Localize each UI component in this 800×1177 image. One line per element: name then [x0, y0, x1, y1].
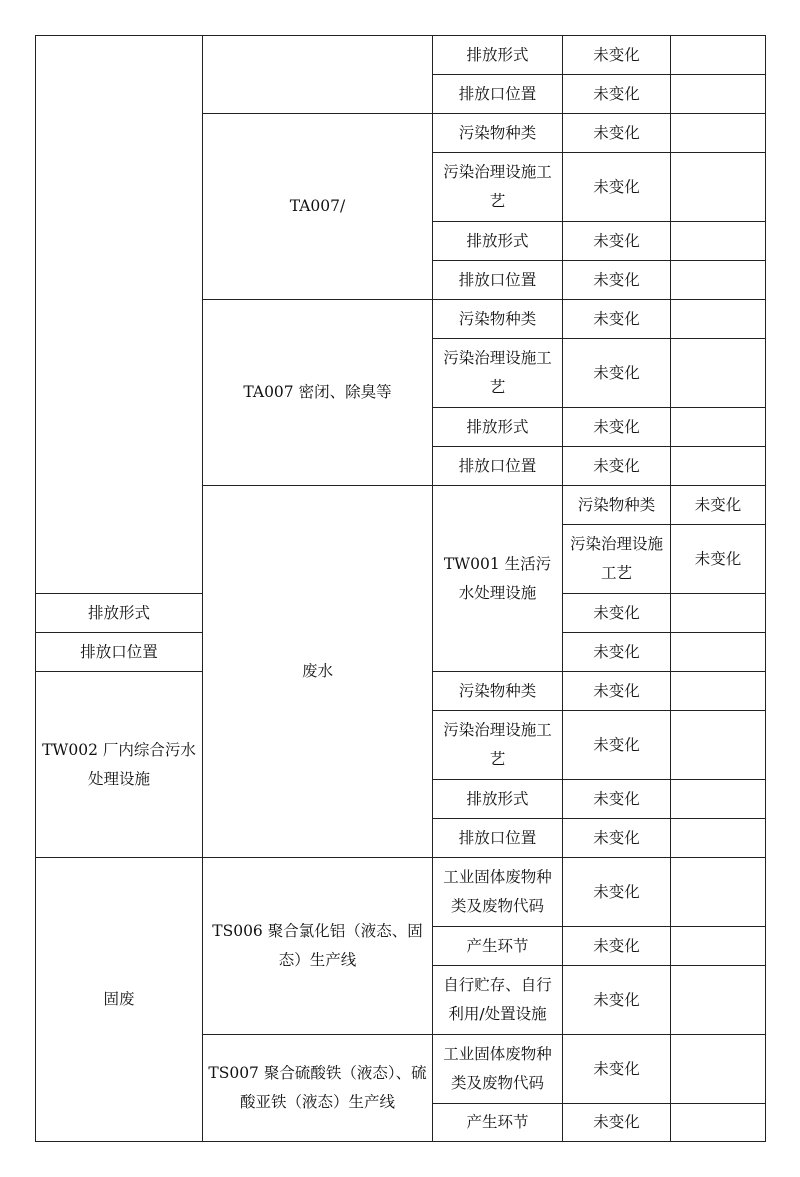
facility-tw002: TW002 厂内综合污水处理设施 — [36, 672, 203, 858]
facility-ta007-slash: TA007/ — [203, 114, 433, 300]
note-cell — [671, 153, 766, 222]
item-solid-waste-type: 工业固体废物种类及废物代码 — [433, 1035, 563, 1104]
item-discharge-location: 排放口位置 — [433, 75, 563, 114]
status-value: 未变化 — [563, 153, 671, 222]
status-value: 未变化 — [563, 1035, 671, 1104]
category-solid-waste: 固废 — [36, 858, 203, 1142]
status-value: 未变化 — [671, 525, 766, 594]
item-discharge-location: 排放口位置 — [433, 261, 563, 300]
status-value: 未变化 — [563, 222, 671, 261]
status-value: 未变化 — [563, 114, 671, 153]
note-cell — [671, 261, 766, 300]
status-value: 未变化 — [563, 300, 671, 339]
status-value: 未变化 — [563, 339, 671, 408]
category-cell-empty — [36, 36, 203, 594]
note-cell — [671, 672, 766, 711]
item-pollutant-type: 污染物种类 — [563, 486, 671, 525]
status-value: 未变化 — [671, 486, 766, 525]
item-discharge-form: 排放形式 — [433, 222, 563, 261]
note-cell — [671, 300, 766, 339]
item-production-link: 产生环节 — [433, 1104, 563, 1142]
facility-ta007-closed: TA007 密闭、除臭等 — [203, 300, 433, 486]
facility-ts007: TS007 聚合硫酸铁（液态）、硫酸亚铁（液态）生产线 — [203, 1035, 433, 1142]
note-cell — [671, 75, 766, 114]
item-production-link: 产生环节 — [433, 927, 563, 966]
item-pollutant-type: 污染物种类 — [433, 300, 563, 339]
note-cell — [671, 1104, 766, 1142]
note-cell — [671, 594, 766, 633]
facility-ts006: TS006 聚合氯化铝（液态、固态）生产线 — [203, 858, 433, 1035]
status-value: 未变化 — [563, 966, 671, 1035]
note-cell — [671, 114, 766, 153]
item-pollutant-type: 污染物种类 — [433, 114, 563, 153]
item-discharge-form: 排放形式 — [433, 780, 563, 819]
status-value: 未变化 — [563, 711, 671, 780]
status-value: 未变化 — [563, 927, 671, 966]
note-cell — [671, 408, 766, 447]
item-solid-waste-type: 工业固体废物种类及废物代码 — [433, 858, 563, 927]
status-value: 未变化 — [563, 780, 671, 819]
status-value: 未变化 — [563, 447, 671, 486]
category-wastewater: 废水 — [203, 486, 433, 858]
item-discharge-location: 排放口位置 — [433, 819, 563, 858]
note-cell — [671, 633, 766, 672]
change-comparison-table — [35, 35, 766, 1142]
note-cell — [671, 927, 766, 966]
status-value: 未变化 — [563, 261, 671, 300]
item-discharge-location: 排放口位置 — [36, 633, 203, 672]
status-value: 未变化 — [563, 672, 671, 711]
item-discharge-form: 排放形式 — [433, 408, 563, 447]
status-value: 未变化 — [563, 633, 671, 672]
note-cell — [671, 222, 766, 261]
note-cell — [671, 447, 766, 486]
item-discharge-location: 排放口位置 — [433, 447, 563, 486]
note-cell — [671, 858, 766, 927]
facility-cell-empty — [203, 36, 433, 114]
item-pollutant-type: 污染物种类 — [433, 672, 563, 711]
note-cell — [671, 339, 766, 408]
status-value: 未变化 — [563, 1104, 671, 1142]
facility-tw001: TW001 生活污水处理设施 — [433, 486, 563, 672]
item-discharge-form: 排放形式 — [433, 36, 563, 75]
item-treatment-process: 污染治理设施工艺 — [563, 525, 671, 594]
item-treatment-process: 污染治理设施工艺 — [433, 339, 563, 408]
note-cell — [671, 780, 766, 819]
status-value: 未变化 — [563, 408, 671, 447]
status-value: 未变化 — [563, 819, 671, 858]
item-storage-facility: 自行贮存、自行利用/处置设施 — [433, 966, 563, 1035]
note-cell — [671, 966, 766, 1035]
note-cell — [671, 36, 766, 75]
item-treatment-process: 污染治理设施工艺 — [433, 711, 563, 780]
status-value: 未变化 — [563, 594, 671, 633]
status-value: 未变化 — [563, 36, 671, 75]
note-cell — [671, 1035, 766, 1104]
status-value: 未变化 — [563, 75, 671, 114]
item-discharge-form: 排放形式 — [36, 594, 203, 633]
item-treatment-process: 污染治理设施工艺 — [433, 153, 563, 222]
note-cell — [671, 819, 766, 858]
status-value: 未变化 — [563, 858, 671, 927]
note-cell — [671, 711, 766, 780]
